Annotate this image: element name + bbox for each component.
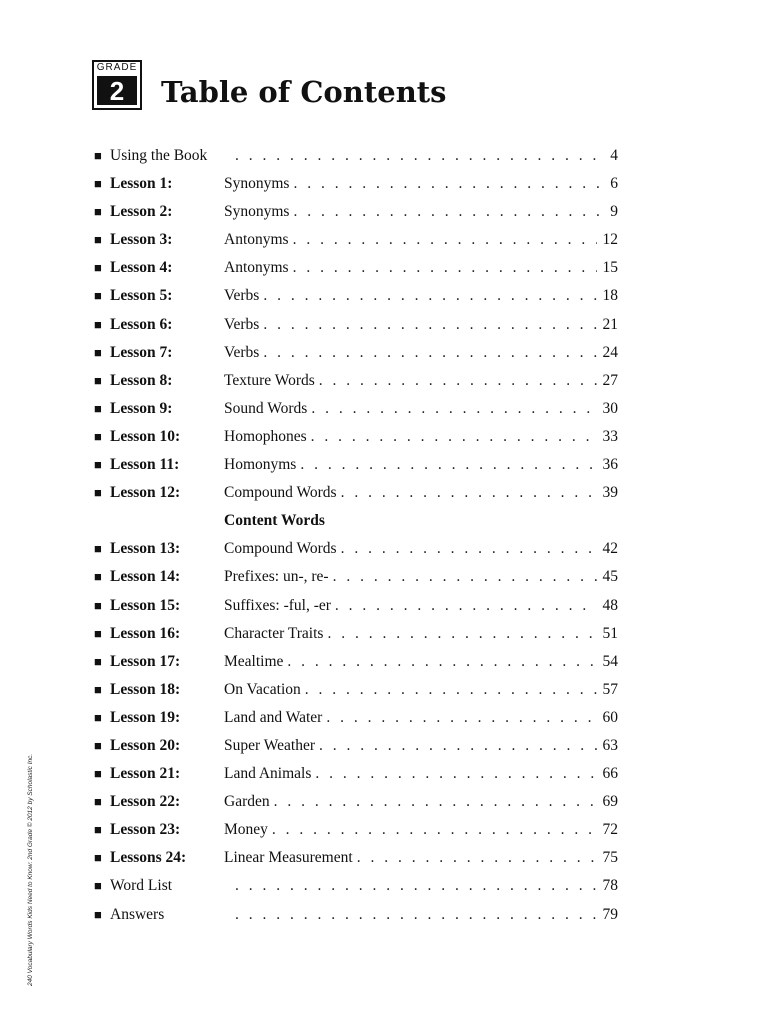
lesson-label: Lesson 15: (110, 596, 181, 614)
toc-row-lesson[interactable] (94, 648, 618, 676)
toc-page-number: 30 (602, 399, 618, 417)
dot-leader (300, 451, 596, 479)
lesson-label: Lesson 10: (110, 427, 181, 445)
toc-page-number: 54 (602, 652, 618, 670)
square-bullet-icon: ■ (94, 176, 102, 192)
dot-leader (263, 311, 596, 339)
lesson-label: Lesson 12: (110, 484, 181, 502)
toc-page-number: 36 (602, 456, 618, 474)
lesson-label: Lesson 2: (110, 203, 173, 221)
dot-leader (293, 254, 597, 282)
toc-row-answers[interactable] (94, 901, 618, 929)
toc-page-number: 15 (602, 259, 618, 277)
toc-page-number: 63 (602, 736, 618, 754)
toc-entry-label: Answers (110, 905, 165, 923)
dot-leader (235, 872, 597, 900)
lesson-topic: Land Animals (224, 765, 312, 783)
toc-row-lesson[interactable] (94, 311, 618, 339)
toc-page-number: 60 (602, 708, 618, 726)
toc-page-number: 12 (602, 231, 618, 249)
toc-row-lesson[interactable] (94, 592, 618, 620)
toc-row-lesson[interactable] (94, 676, 618, 704)
toc-row-lesson[interactable] (94, 620, 618, 648)
toc-row-lesson[interactable] (94, 367, 618, 395)
lesson-label: Lesson 7: (110, 343, 173, 361)
toc-page-number: 51 (602, 624, 618, 642)
square-bullet-icon: ■ (94, 850, 102, 866)
lesson-topic: Homonyms (224, 456, 297, 474)
dot-leader (319, 732, 596, 760)
toc-row-lesson[interactable] (94, 226, 618, 254)
toc-page-number: 78 (602, 877, 618, 895)
toc-page-number: 66 (602, 765, 618, 783)
square-bullet-icon: ■ (94, 569, 102, 585)
lesson-topic: Linear Measurement (224, 849, 353, 867)
dot-leader (287, 648, 596, 676)
square-bullet-icon: ■ (94, 372, 102, 388)
lesson-topic: Texture Words (224, 371, 315, 389)
toc-page-number: 4 (610, 147, 618, 164)
square-bullet-icon: ■ (94, 344, 102, 360)
toc-row-lesson[interactable] (94, 198, 618, 226)
dot-leader (305, 676, 597, 704)
toc-entry-label: Word List (110, 877, 173, 895)
lesson-label: Lesson 16: (110, 624, 181, 642)
toc-page-number: 48 (602, 596, 618, 614)
lesson-topic: Character Traits (224, 624, 324, 642)
lesson-label: Lesson 22: (110, 793, 181, 811)
dot-leader (235, 901, 597, 929)
toc-row-lesson[interactable] (94, 563, 618, 591)
toc-page-number: 42 (602, 540, 618, 558)
toc-row-lesson[interactable] (94, 282, 618, 310)
toc-row-lesson[interactable] (94, 704, 618, 732)
toc-page-number: 45 (602, 568, 618, 586)
square-bullet-icon: ■ (94, 457, 102, 473)
lesson-topic: Compound Words (224, 484, 337, 502)
lesson-label: Lesson 17: (110, 652, 181, 670)
dot-leader (235, 142, 604, 170)
square-bullet-icon: ■ (94, 288, 102, 304)
square-bullet-icon: ■ (94, 204, 102, 220)
lesson-topic: Mealtime (224, 652, 284, 670)
lesson-label: Lesson 13: (110, 540, 181, 558)
lesson-topic: Verbs (224, 287, 260, 305)
dot-leader (327, 620, 596, 648)
dot-leader (357, 844, 597, 872)
grade-number: 2 (97, 76, 137, 105)
toc-page-number: 69 (602, 793, 618, 811)
lesson-label: Lesson 3: (110, 231, 173, 249)
side-credit: 240 Vocabulary Words Kids Need to Know: 2nd Grade © 2012 by Scholastic Inc. (27, 753, 34, 986)
toc-row-using-the-book[interactable] (94, 142, 618, 170)
square-bullet-icon: ■ (94, 653, 102, 669)
toc-page-number: 39 (602, 484, 618, 502)
dot-leader (311, 395, 596, 423)
dot-leader (319, 367, 597, 395)
toc-row-word-list[interactable] (94, 872, 618, 900)
dot-leader (333, 563, 597, 591)
square-bullet-icon: ■ (94, 428, 102, 444)
dot-leader (274, 788, 597, 816)
toc-row-lesson[interactable] (94, 395, 618, 423)
toc-page-number: 57 (602, 680, 618, 698)
toc-row-lesson[interactable] (94, 844, 618, 872)
square-bullet-icon: ■ (94, 485, 102, 501)
square-bullet-icon: ■ (94, 260, 102, 276)
toc-page-number: 79 (602, 905, 618, 923)
grade-badge (92, 60, 142, 110)
dot-leader (272, 816, 597, 844)
square-bullet-icon: ■ (94, 597, 102, 613)
lesson-topic: Verbs (224, 343, 260, 361)
lesson-label: Lesson 23: (110, 821, 181, 839)
toc-row-lesson[interactable] (94, 788, 618, 816)
lesson-topic: Compound Words (224, 540, 337, 558)
lesson-topic: Homophones (224, 427, 307, 445)
toc-row-lesson[interactable] (94, 760, 618, 788)
toc-row-lesson[interactable] (94, 732, 618, 760)
lesson-topic: Money (224, 821, 268, 839)
toc-row-lesson[interactable] (94, 535, 618, 563)
square-bullet-icon: ■ (94, 316, 102, 332)
table-of-contents (94, 142, 618, 929)
dot-leader (263, 339, 596, 367)
lesson-topic: Sound Words (224, 399, 308, 417)
square-bullet-icon: ■ (94, 400, 102, 416)
toc-page-number: 6 (610, 175, 618, 193)
toc-page-number: 18 (602, 287, 618, 305)
dot-leader (341, 479, 597, 507)
grade-label: GRADE (96, 62, 138, 73)
toc-page-number: 21 (602, 315, 618, 333)
lesson-label: Lesson 6: (110, 315, 173, 333)
lesson-topic: Verbs (224, 315, 260, 333)
square-bullet-icon: ■ (94, 794, 102, 810)
square-bullet-icon: ■ (94, 148, 102, 163)
toc-page-number: 27 (602, 371, 618, 389)
square-bullet-icon: ■ (94, 541, 102, 557)
dot-leader (315, 760, 596, 788)
toc-page-number: 75 (602, 849, 618, 867)
lesson-label: Lessons 24: (110, 849, 187, 867)
square-bullet-icon: ■ (94, 822, 102, 838)
toc-row-lesson[interactable] (94, 816, 618, 844)
lesson-topic: Synonyms (224, 175, 290, 193)
toc-row-lesson[interactable] (94, 170, 618, 198)
lesson-label: Lesson 1: (110, 175, 173, 193)
lesson-topic: Super Weather (224, 736, 316, 754)
page-title: Table of Contents (161, 75, 447, 109)
square-bullet-icon: ■ (94, 737, 102, 753)
square-bullet-icon: ■ (94, 625, 102, 641)
lesson-label: Lesson 20: (110, 736, 181, 754)
lesson-topic: Land and Water (224, 708, 323, 726)
lesson-topic: Garden (224, 793, 270, 811)
lesson-label: Lesson 9: (110, 399, 173, 417)
toc-row-lesson[interactable] (94, 254, 618, 282)
toc-row-lesson[interactable] (94, 339, 618, 367)
lesson-topic: Synonyms (224, 203, 290, 221)
toc-entry-label: Using the Book (110, 147, 208, 164)
lesson-topic: Suffixes: -ful, -er (224, 596, 331, 614)
toc-page-number: 33 (602, 427, 618, 445)
dot-leader (293, 226, 597, 254)
lesson-label: Lesson 19: (110, 708, 181, 726)
toc-page-number: 72 (602, 821, 618, 839)
dot-leader (335, 592, 597, 620)
square-bullet-icon: ■ (94, 906, 102, 922)
lesson-label: Lesson 5: (110, 287, 173, 305)
dot-leader (293, 198, 604, 226)
square-bullet-icon: ■ (94, 232, 102, 248)
dot-leader (263, 282, 596, 310)
lesson-topic: Antonyms (224, 259, 289, 277)
square-bullet-icon: ■ (94, 709, 102, 725)
dot-leader (326, 704, 596, 732)
toc-row-lesson[interactable] (94, 423, 618, 451)
lesson-topic: Antonyms (224, 231, 289, 249)
lesson-label: Lesson 8: (110, 371, 173, 389)
toc-page-number: 24 (602, 343, 618, 361)
toc-row-lesson[interactable] (94, 479, 618, 507)
lesson-label: Lesson 18: (110, 680, 181, 698)
square-bullet-icon: ■ (94, 878, 102, 894)
toc-page-number: 9 (610, 203, 618, 221)
lesson-topic: Prefixes: un-, re- (224, 568, 329, 586)
section-heading: Content Words (224, 512, 325, 530)
lesson-label: Lesson 14: (110, 568, 181, 586)
lesson-topic: On Vacation (224, 680, 301, 698)
lesson-label: Lesson 4: (110, 259, 173, 277)
square-bullet-icon: ■ (94, 681, 102, 697)
lesson-label: Lesson 21: (110, 765, 181, 783)
lesson-label: Lesson 11: (110, 456, 180, 474)
square-bullet-icon: ■ (94, 766, 102, 782)
dot-leader (341, 535, 597, 563)
dot-leader (311, 423, 597, 451)
dot-leader (293, 170, 604, 198)
toc-row-lesson[interactable] (94, 451, 618, 479)
